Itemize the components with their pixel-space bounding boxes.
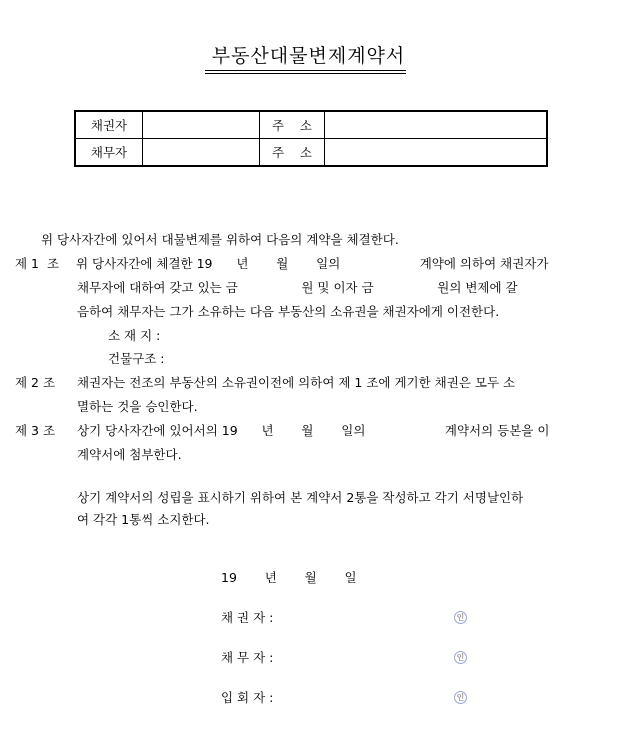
table-row <box>75 111 547 139</box>
article1-heading: 제 1 조 <box>15 256 60 271</box>
building-structure-label: 건물구조 : <box>108 351 165 366</box>
document-title: 부동산대물변제계약서 <box>211 45 406 67</box>
debtor-address-field[interactable] <box>325 139 548 167</box>
seal-icon: 인 <box>454 611 467 624</box>
creditor-address-field[interactable] <box>325 111 548 139</box>
debtor-label: 채무자 <box>75 139 143 167</box>
parties-table <box>74 110 548 167</box>
article1-line: 채무자에 대하여 갖고 있는 금 원 및 이자 금 원의 변제에 갈 <box>77 280 518 295</box>
creditor-signature-label: 채 권 자 : <box>221 610 274 625</box>
article3-line: 상기 당사자간에 있어서의 19 년 월 일의 계약서의 등본을 이 <box>77 423 550 438</box>
creditor-name-field[interactable] <box>143 111 260 139</box>
article1-line: 위 당사자간에 체결한 19 년 월 일의 계약에 의하여 채권자가 <box>76 256 549 271</box>
debtor-name-field[interactable] <box>143 139 260 167</box>
article3-line: 계약서에 첨부한다. <box>77 447 182 462</box>
witness-signature-label: 입 회 자 : <box>221 690 274 705</box>
article2-line: 채권자는 전조의 부동산의 소유권이전에 의하여 제 1 조에 게기한 채권은 모두 소 <box>77 375 516 390</box>
closing-line: 여 각각 1통씩 소지한다. <box>77 512 210 527</box>
article2-heading: 제 2 조 <box>15 375 56 390</box>
article3-heading: 제 3 조 <box>15 423 56 438</box>
debtor-signature-label: 채 무 자 : <box>221 650 274 665</box>
property-location-label: 소 재 지 : <box>108 328 161 343</box>
intro-text: 위 당사자간에 있어서 대물변제를 위하여 다음의 계약을 체결한다. <box>41 232 399 247</box>
closing-line: 상기 계약서의 성립을 표시하기 위하여 본 계약서 2통을 작성하고 각기 서명날인하 <box>77 490 524 505</box>
debtor-address-label: 주 소 <box>260 139 325 167</box>
creditor-label: 채권자 <box>75 111 143 139</box>
table-row <box>75 139 547 167</box>
creditor-address-label: 주 소 <box>260 111 325 139</box>
title-double-underline <box>205 70 406 74</box>
article1-line: 음하여 채무자는 그가 소유하는 다음 부동산의 소유권을 채권자에게 이전한다. <box>77 304 500 319</box>
article2-line: 멸하는 것을 승인한다. <box>77 399 198 414</box>
seal-icon: 인 <box>454 651 467 664</box>
signature-date: 19 년 월 일 <box>221 570 357 585</box>
seal-icon: 인 <box>454 691 467 704</box>
